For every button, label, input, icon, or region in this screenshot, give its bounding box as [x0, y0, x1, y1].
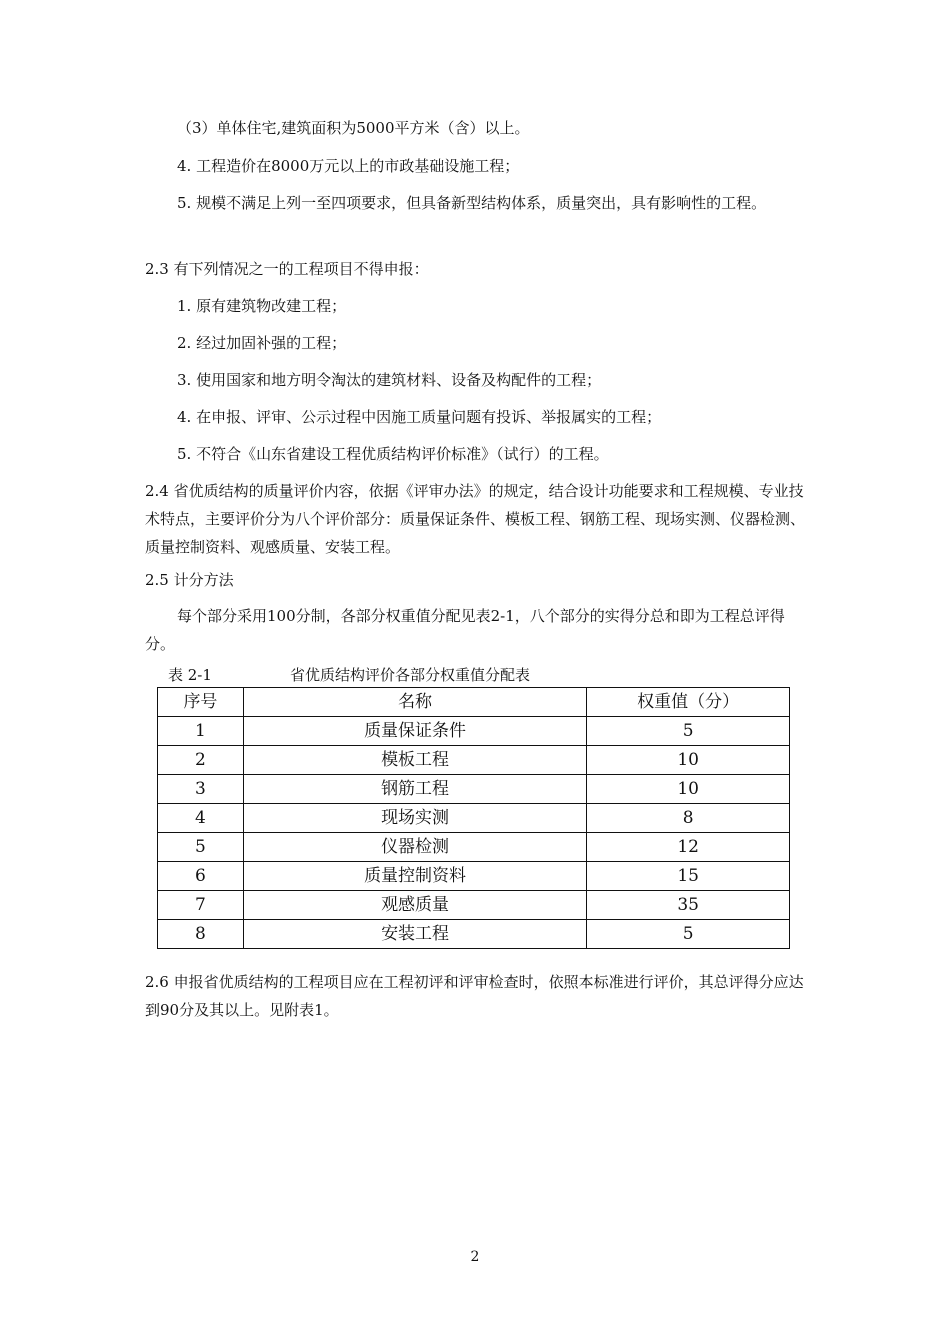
- section-2-6-paragraph: 2.6 申报省优质结构的工程项目应在工程初评和评审检查时，依照本标准进行评价，其总评得分应达到90分及其以上。见附表1。: [145, 973, 804, 1019]
- table-caption-number: 表 2-1: [168, 666, 212, 684]
- paragraph-new-structure: 5. 规模不满足上列一至四项要求，但具备新型结构体系，质量突出，具有影响性的工程。: [177, 194, 767, 212]
- table-row: [158, 717, 790, 746]
- section-2-4-paragraph: 2.4 省优质结构的质量评价内容，依据《评审办法》的规定，结合设计功能要求和工程规模、专业技术特点，主要评价分为八个评价部分：质量保证条件、模板工程、钢筋工程、现场实测、仪器检测、质量控制资料、观感质量、安装工程。: [145, 482, 806, 556]
- cell-index: 6: [158, 862, 244, 891]
- section-2-3-heading: 2.3 有下列情况之一的工程项目不得申报：: [145, 260, 429, 278]
- cell-index: 4: [158, 804, 244, 833]
- table-row: [158, 891, 790, 920]
- cell-weight: 35: [587, 891, 790, 920]
- cell-name: 质量控制资料: [243, 862, 586, 891]
- header-name: 名称: [243, 688, 586, 717]
- cell-weight: 5: [587, 920, 790, 949]
- cell-name: 现场实测: [243, 804, 586, 833]
- cell-index: 2: [158, 746, 244, 775]
- cell-name: 钢筋工程: [243, 775, 586, 804]
- header-index: 序号: [158, 688, 244, 717]
- paragraph-exclusion-1: 1. 原有建筑物改建工程；: [177, 297, 347, 315]
- paragraph-scoring-method: 每个部分采用100分制，各部分权重值分配见表2-1，八个部分的实得分总和即为工程总评得分。: [145, 607, 785, 653]
- header-weight: 权重值（分）: [587, 688, 790, 717]
- cell-weight: 8: [587, 804, 790, 833]
- table-header-row: [158, 688, 790, 717]
- table-row: [158, 775, 790, 804]
- paragraph-exclusion-5: 5. 不符合《山东省建设工程优质结构评价标准》（试行）的工程。: [177, 445, 609, 463]
- section-2-5-heading: 2.5 计分方法: [145, 571, 234, 589]
- paragraph-exclusion-4: 4. 在申报、评审、公示过程中因施工质量问题有投诉、举报属实的工程；: [177, 408, 662, 426]
- table-row: [158, 920, 790, 949]
- cell-weight: 15: [587, 862, 790, 891]
- table-row: [158, 862, 790, 891]
- cell-index: 1: [158, 717, 244, 746]
- cell-index: 7: [158, 891, 244, 920]
- page-number: 2: [470, 1249, 480, 1265]
- cell-name: 质量保证条件: [243, 717, 586, 746]
- table-row: [158, 804, 790, 833]
- paragraph-exclusion-3: 3. 使用国家和地方明令淘汰的建筑材料、设备及构配件的工程；: [177, 371, 602, 389]
- cell-name: 仪器检测: [243, 833, 586, 862]
- cell-index: 5: [158, 833, 244, 862]
- cell-name: 模板工程: [243, 746, 586, 775]
- cell-index: 8: [158, 920, 244, 949]
- cell-weight: 12: [587, 833, 790, 862]
- cell-weight: 5: [587, 717, 790, 746]
- paragraph-municipal-works: 4. 工程造价在8000万元以上的市政基础设施工程；: [177, 157, 520, 175]
- cell-weight: 10: [587, 775, 790, 804]
- cell-weight: 10: [587, 746, 790, 775]
- weights-table: [157, 687, 790, 949]
- cell-name: 观感质量: [243, 891, 586, 920]
- cell-name: 安装工程: [243, 920, 586, 949]
- table-row: [158, 833, 790, 862]
- cell-index: 3: [158, 775, 244, 804]
- table-row: [158, 746, 790, 775]
- paragraph-exclusion-2: 2. 经过加固补强的工程；: [177, 334, 347, 352]
- table-caption-title: 省优质结构评价各部分权重值分配表: [290, 666, 531, 684]
- paragraph-single-residence: （3）单体住宅,建筑面积为5000平方米（含）以上。: [177, 119, 530, 137]
